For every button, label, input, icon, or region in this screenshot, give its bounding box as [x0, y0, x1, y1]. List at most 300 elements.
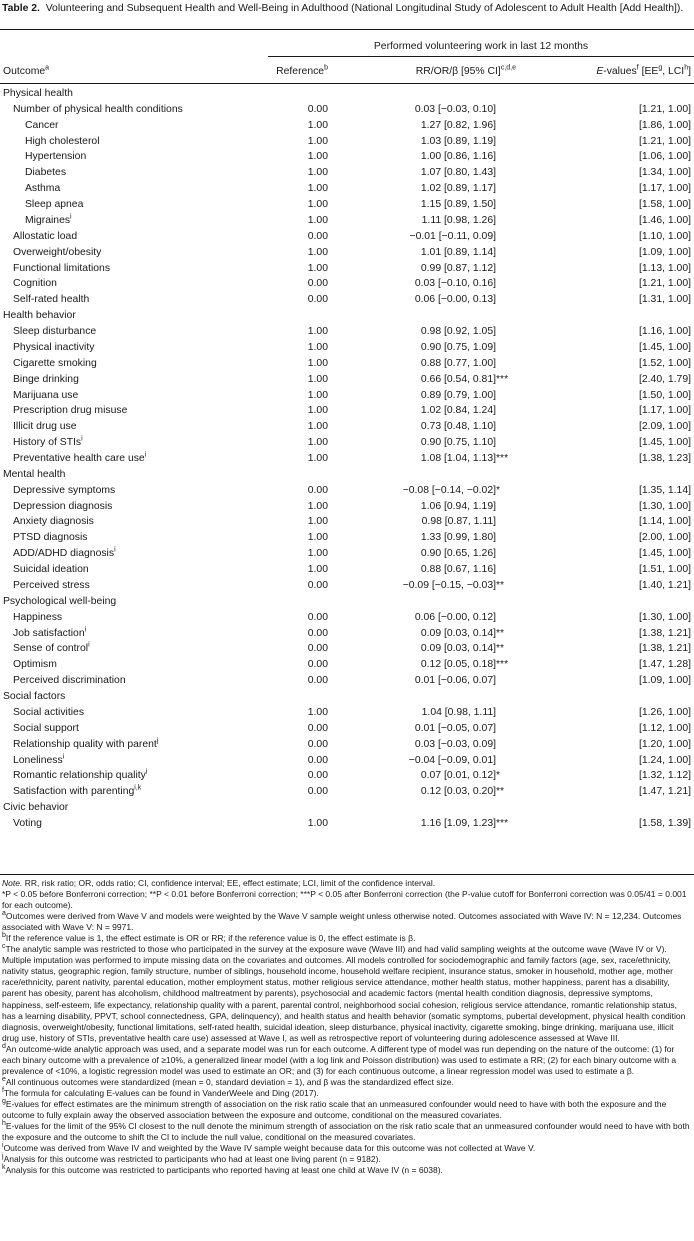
header-estimate-sup: c,d,e — [500, 64, 516, 72]
reference-cell: 1.00 — [307, 167, 328, 179]
table-label: Table 2. — [2, 3, 40, 14]
estimate-value: 1.03 [0.89, 1.19] — [420, 135, 496, 147]
table-row — [0, 673, 694, 689]
estimate-cell — [421, 356, 516, 372]
outcome-label: Health behavior — [3, 310, 76, 322]
table-row — [0, 229, 694, 245]
reference-cell: 1.00 — [307, 516, 328, 528]
estimate-value: 0.06 [−0.00, 0.13] — [414, 294, 496, 306]
outcome-cell — [13, 276, 57, 292]
outcome-cell — [13, 419, 77, 435]
section-row — [0, 467, 694, 483]
estimate-value: 0.03 [−0.03, 0.10] — [414, 103, 496, 115]
evalue-cell: [1.34, 1.00] — [639, 167, 691, 179]
evalue-cell: [1.09, 1.00] — [639, 246, 691, 258]
estimate-value: 0.03 [−0.03, 0.09] — [414, 738, 496, 750]
outcome-cell — [13, 753, 64, 769]
outcome-cell — [13, 499, 112, 515]
table-row — [0, 356, 694, 372]
table-row — [0, 768, 694, 784]
note-d-text: An outcome-wide analytic approach was used, and a separate model was run for each outcome. A different type of model was run depending on the nature of the outcome: (1) for each binary outcome with a prevalence of ≥10%, a generalized linear model (with a log link and Poisson distribution) was used to estimate a RR; (2) for each binary outcome with a prevalence of <10%, a logistic regression model was used to estimate an OR; and (3) for each continuous outcome, a linear regression model was used to estimate a β. — [2, 1043, 677, 1076]
table-row — [0, 578, 694, 594]
outcome-label: PTSD diagnosis — [13, 532, 88, 544]
outcome-label: Satisfaction with parenting — [13, 786, 135, 798]
table-row — [0, 403, 694, 419]
note-d: $^d$An outcome-wide analytic approach was used, and a separate model was run for each outcome. A different type of model was run depending on the nature of the outcome: (1) for each binary outcome with a prevalence of ≥10%, a generalized linear model (with a log link and Poisson distribution) was used to estimate a RR; (2) for each binary outcome with a prevalence of <10%, a logistic regression model was used to estimate an OR; and (3) for each continuous outcome, a linear regression model was used to estimate a β. — [2, 1042, 677, 1076]
header-outcome-label: Outcome — [3, 66, 46, 77]
reference-cell: 0.00 — [307, 484, 328, 496]
reference-cell: 0.00 — [307, 754, 328, 766]
table-row — [0, 784, 694, 800]
significance-stars: ** — [496, 579, 505, 591]
estimate-cell — [409, 753, 516, 769]
estimate-cell — [421, 245, 516, 261]
header-evalues-ee: [EE — [638, 66, 659, 77]
outcome-label: Perceived discrimination — [13, 675, 126, 687]
reference-cell: 1.00 — [307, 405, 328, 417]
section-label — [3, 467, 65, 483]
outcome-cell — [13, 483, 115, 499]
table-row — [0, 514, 694, 530]
estimate-value: 0.88 [0.67, 1.16] — [420, 564, 496, 576]
significance-stars: *** — [496, 453, 509, 464]
outcome-footnote-sup: i — [144, 451, 147, 459]
estimate-value: 0.98 [0.87, 1.11] — [421, 516, 496, 528]
evalue-cell: [1.26, 1.00] — [639, 706, 691, 718]
significance-stars: ** — [496, 643, 505, 655]
table-row — [0, 324, 694, 340]
evalue-cell: [1.17, 1.00] — [639, 183, 691, 195]
estimate-value: 0.01 [−0.06, 0.07] — [414, 675, 496, 687]
table-row — [0, 562, 694, 578]
estimate-value: 1.00 [0.86, 1.16] — [420, 151, 496, 163]
reference-cell: 1.00 — [307, 818, 328, 830]
header-evalues-ee-sup: g — [658, 64, 663, 72]
table-row — [0, 499, 694, 515]
outcome-cell — [13, 562, 89, 578]
evalue-cell: [1.46, 1.00] — [639, 214, 691, 226]
estimate-cell — [421, 657, 516, 673]
header-evalues-sup: f — [636, 64, 639, 72]
outcome-cell — [13, 435, 83, 451]
header-evalues — [596, 65, 691, 78]
table-caption: Volunteering and Subsequent Health and Well-Being in Adulthood (National Longitudinal Study of Adolescent to Adult Health [Add Health]). — [45, 3, 684, 14]
estimate-cell — [415, 673, 516, 689]
estimate-value: 0.90 [0.75, 1.10] — [420, 437, 496, 449]
outcome-label: High cholesterol — [25, 135, 100, 147]
outcome-label: Depressive symptoms — [13, 484, 116, 496]
estimate-value: 1.33 [0.99, 1.80] — [420, 532, 496, 544]
table-row — [0, 641, 694, 657]
table-row — [0, 213, 694, 229]
outcome-cell — [13, 324, 96, 340]
outcome-label: Asthma — [25, 183, 61, 195]
header-evalues-italic: E — [596, 66, 604, 77]
note-text: RR, risk ratio; OR, odds ratio; CI, confidence interval; EE, effect estimate; LCI, limit of the confidence interval. — [22, 878, 436, 888]
significance-stars: ** — [496, 627, 505, 639]
outcome-cell — [13, 626, 86, 642]
estimate-value: −0.08 [−0.14, −0.02] — [402, 484, 496, 496]
table-row — [0, 149, 694, 165]
table-row — [0, 181, 694, 197]
outcome-label: Cognition — [13, 278, 57, 290]
estimate-cell — [421, 784, 516, 800]
table-row — [0, 134, 694, 150]
note-i: $^i$Outcome was derived from Wave IV and weighted by the Wave IV sample weight because data for this outcome was not collected at Wave V. — [2, 1142, 536, 1154]
outcome-cell — [25, 118, 59, 134]
estimate-cell — [421, 403, 516, 419]
header-outcome — [3, 65, 49, 78]
reference-cell: 1.00 — [307, 326, 328, 338]
estimate-cell — [421, 181, 516, 197]
evalue-cell: [1.30, 1.00] — [639, 611, 691, 623]
outcome-label: Depression diagnosis — [13, 500, 113, 512]
estimate-cell — [403, 578, 516, 594]
evalue-cell: [1.45, 1.00] — [639, 341, 691, 353]
outcome-cell — [13, 514, 94, 530]
note-f-text: The formula for calculating E-values can be found in VanderWeele and Ding (2017). — [3, 1087, 319, 1098]
estimate-value: −0.01 [−0.11, 0.09] — [409, 230, 496, 242]
estimate-value: 1.27 [0.82, 1.96] — [420, 119, 496, 131]
reference-cell: 1.00 — [307, 214, 328, 226]
evalue-cell: [1.45, 1.00] — [639, 437, 691, 449]
note-g-text: E-values for effect estimates are the minimum strength of association on the risk ratio scale that an unmeasured confounder would need to have with both the exposure and the outcome to fully explain away the observed association between the exposure and outcome, conditional on the measured covariates. — [2, 1098, 667, 1120]
estimate-cell — [421, 388, 516, 404]
outcome-cell — [25, 149, 86, 165]
section-label — [3, 308, 76, 324]
estimate-cell — [421, 530, 516, 546]
estimate-value: 1.11 [0.98, 1.26] — [421, 214, 496, 226]
reference-cell: 0.00 — [307, 738, 328, 750]
outcome-label: Social activities — [13, 706, 85, 718]
outcome-footnote-sup: i — [145, 768, 148, 776]
outcome-footnote-sup: i — [84, 626, 87, 634]
outcome-label: Social factors — [3, 691, 66, 703]
evalue-cell: [1.31, 1.00] — [639, 294, 691, 306]
reference-cell: 1.00 — [307, 421, 328, 433]
outcome-label: Loneliness — [13, 754, 63, 766]
table-row — [0, 435, 694, 451]
table-row — [0, 451, 694, 467]
evalue-cell: [1.58, 1.00] — [639, 199, 691, 211]
outcome-label: History of STIs — [13, 437, 82, 449]
estimate-value: 1.15 [0.89, 1.50] — [420, 199, 496, 211]
outcome-label: Allostatic load — [13, 230, 78, 242]
outcome-cell — [13, 245, 101, 261]
outcome-cell — [13, 340, 94, 356]
header-reference-label: Reference — [276, 66, 325, 77]
estimate-cell — [415, 292, 516, 308]
outcome-label: Voting — [13, 818, 42, 830]
reference-cell: 0.00 — [307, 675, 328, 687]
reference-cell: 1.00 — [307, 548, 328, 560]
estimate-value: −0.09 [−0.15, −0.03] — [402, 579, 496, 591]
outcome-footnote-sup: i — [81, 435, 83, 443]
evalue-cell: [1.21, 1.00] — [639, 278, 691, 290]
evalue-cell: [1.47, 1.28] — [639, 659, 691, 671]
reference-cell: 1.00 — [307, 389, 328, 401]
outcome-cell — [25, 213, 72, 229]
outcome-label: Illicit drug use — [13, 421, 77, 433]
estimate-value: 1.01 [0.89, 1.14] — [420, 246, 496, 258]
outcome-cell — [25, 134, 100, 150]
outcome-cell — [13, 721, 79, 737]
estimate-cell — [421, 499, 516, 515]
table-row — [0, 737, 694, 753]
estimate-value: 0.89 [0.79, 1.00] — [420, 389, 496, 401]
estimate-value: 0.09 [0.03, 0.14] — [420, 643, 496, 655]
evalue-cell: [1.50, 1.00] — [639, 389, 691, 401]
outcome-cell — [13, 737, 158, 753]
evalue-cell: [1.21, 1.00] — [639, 135, 691, 147]
evalue-cell: [1.38, 1.23] — [639, 453, 691, 464]
estimate-value: 0.09 [0.03, 0.14] — [420, 627, 496, 639]
note-h: $^h$E-values for the limit of the 95% CI closest to the null denote the minimum strength of association on the risk ratio scale that an unmeasured confounder would need to have with both the exposure and the outcome to shift the CI to include the null value, conditional on the measured covariates. — [2, 1120, 690, 1143]
section-row — [0, 86, 694, 102]
outcome-label: Physical health — [3, 88, 73, 99]
estimate-value: 0.06 [−0.00, 0.12] — [414, 611, 496, 623]
estimate-cell — [421, 118, 516, 134]
reference-cell: 1.00 — [307, 119, 328, 131]
evalue-cell: [1.51, 1.00] — [639, 564, 691, 576]
outcome-cell — [13, 784, 141, 800]
table-row — [0, 721, 694, 737]
estimate-cell — [421, 324, 516, 340]
note-c-text: The analytic sample was restricted to those who participated in the survey at the exposure wave (Wave III) and had valid sampling weights at the outcome wave (Wave IV or V). Multiple imputation was performed to impute missing data on the covariates and outcomes. All models controlled for sociodemographic and family factors (age, sex, race/ethnicity, nativity status, geographic region, family structure, number of siblings, household income, household welfare recipient, insurance status, smoker in household, mother age, mother race/ethnicity, parent nativity, parental education, mother employment status, mother religious service attendance, mother health status, mother happiness, parent has a disability, parent has obesity, parent has alcoholism, childhood maltreatment by parents), psychosocial and academic factors (mental health condition diagnosis, depressive symptoms, happiness, self-esteem, life expectancy, relationship quality with a parent, parental control, neighborhood social cohesion, religious service attendance, romantic relationship status, has a learning disability, PPVT, school connectedness, GPA, delinquency), and health status and health behavior (somatic symptoms, pubertal development, physical health condition diagnosis, overweight/obesity, functional limitations, self-rated health, suicidal ideation, sleep disturbance, physical inactivity, cigarette smoking, binge drinking, marijuana use, illicit drug use, history of STIs, preventative health care use) assessed at Wave I, as well as retrospective report of volunteering during adolescence assessed at Wave III. — [2, 944, 686, 1043]
estimate-value: 0.73 [0.48, 1.10] — [420, 421, 496, 433]
evalue-cell: [1.35, 1.14] — [639, 484, 691, 496]
reference-cell: 0.00 — [307, 770, 328, 782]
outcome-label: Number of physical health conditions — [13, 103, 183, 115]
reference-cell: 1.00 — [307, 564, 328, 576]
estimate-value: 0.99 [0.87, 1.12] — [420, 262, 496, 274]
reference-cell: 0.00 — [307, 643, 328, 655]
outcome-label: Hypertension — [25, 151, 87, 163]
note-a: $^a$Outcomes were derived from Wave V and models were weighted by the Wave V sample weight unless otherwise noted. Outcomes associated with Wave IV: N = 12,234. Outcomes associated with Wave V: N = 9971. — [2, 910, 682, 933]
table-row — [0, 261, 694, 277]
evalue-cell: [1.20, 1.00] — [639, 738, 691, 750]
outcome-cell — [13, 388, 78, 404]
header-reference — [276, 65, 328, 78]
table-row — [0, 705, 694, 721]
outcome-cell — [13, 229, 77, 245]
evalue-cell: [2.09, 1.00] — [639, 421, 691, 433]
outcome-label: Preventative health care use — [13, 453, 145, 464]
outcome-cell — [25, 197, 83, 213]
estimate-cell — [421, 197, 516, 213]
table-row — [0, 626, 694, 642]
reference-cell: 1.00 — [307, 262, 328, 274]
reference-cell: 1.00 — [307, 373, 328, 385]
table-row — [0, 118, 694, 134]
evalue-cell: [1.09, 1.00] — [639, 675, 691, 687]
note-b-text: If the reference value is 1, the effect estimate is OR or RR; if the reference value is 0, the effect estimate is β. — [5, 933, 416, 944]
outcome-cell — [13, 705, 84, 721]
estimate-cell — [415, 610, 516, 626]
estimate-cell — [421, 816, 516, 832]
note-j: $^j$Analysis for this outcome was restricted to participants who had at least one living parent (n = 9182). — [2, 1153, 381, 1165]
reference-cell: 1.00 — [307, 437, 328, 449]
table-title — [2, 2, 690, 15]
note-label: Note. — [2, 878, 23, 888]
reference-cell: 0.00 — [307, 786, 328, 798]
evalue-cell: [1.24, 1.00] — [639, 754, 691, 766]
reference-cell: 1.00 — [307, 453, 328, 464]
reference-cell: 1.00 — [307, 532, 328, 544]
estimate-cell — [421, 562, 516, 578]
section-row — [0, 308, 694, 324]
outcome-cell — [13, 816, 42, 832]
header-evalues-label: -values — [603, 66, 637, 77]
estimate-value: 0.90 [0.75, 1.09] — [420, 341, 496, 353]
outcome-cell — [13, 261, 110, 277]
top-rule — [0, 29, 694, 30]
table-row — [0, 372, 694, 388]
outcome-cell — [13, 546, 116, 562]
evalue-cell: [2.00, 1.00] — [639, 532, 691, 544]
evalue-cell: [1.13, 1.00] — [639, 262, 691, 274]
evalue-cell: [1.21, 1.00] — [639, 103, 691, 115]
outcome-footnote-sup: i — [62, 753, 65, 761]
estimate-value: 0.01 [−0.05, 0.07] — [414, 722, 496, 734]
estimate-value: 0.66 [0.54, 0.81] — [420, 373, 496, 385]
reference-cell: 0.00 — [307, 611, 328, 623]
reference-cell: 0.00 — [307, 659, 328, 671]
evalue-cell: [1.45, 1.00] — [639, 548, 691, 560]
outcome-footnote-sup: i — [114, 546, 116, 554]
reference-cell: 1.00 — [307, 246, 328, 258]
outcome-label: Job satisfaction — [13, 627, 85, 639]
group-rule — [268, 56, 694, 57]
reference-cell: 1.00 — [307, 135, 328, 147]
estimate-cell — [415, 102, 516, 118]
estimate-cell — [421, 419, 516, 435]
outcome-label: Mental health — [3, 468, 66, 480]
estimate-cell — [421, 340, 516, 356]
outcome-cell — [13, 292, 89, 308]
outcome-footnote-sup: i,k — [134, 784, 142, 792]
estimate-value: 0.12 [0.05, 0.18] — [420, 659, 496, 671]
outcome-label: Romantic relationship quality — [13, 770, 146, 782]
outcome-cell — [13, 610, 62, 626]
table-row — [0, 546, 694, 562]
outcome-label: Marijuana use — [13, 389, 79, 401]
outcome-label: Binge drinking — [13, 373, 79, 385]
estimate-cell — [421, 149, 516, 165]
outcome-label: Functional limitations — [13, 262, 111, 274]
outcome-label: Psychological well-being — [3, 595, 117, 607]
outcome-label: Migraines — [25, 214, 71, 226]
note-e: $^e$All continuous outcomes were standardized (mean = 0, standard deviation = 1), and β was the standardized effect size. — [2, 1076, 454, 1087]
estimate-cell — [421, 626, 516, 642]
evalue-cell: [1.14, 1.00] — [639, 516, 691, 528]
outcome-cell — [13, 657, 57, 673]
table-notes — [2, 878, 690, 1176]
header-estimate-label: RR/OR/β [95% CI] — [415, 66, 501, 77]
estimate-value: 1.02 [0.89, 1.17] — [420, 183, 496, 195]
outcome-footnote-sup: i — [70, 213, 72, 221]
estimate-cell — [421, 641, 516, 657]
outcome-cell — [13, 356, 97, 372]
estimate-value: 0.12 [0.03, 0.20] — [420, 786, 496, 798]
table-row — [0, 483, 694, 499]
section-row — [0, 800, 694, 816]
outcome-label: Sleep apnea — [25, 199, 84, 211]
outcome-cell — [13, 530, 88, 546]
table-row — [0, 276, 694, 292]
outcome-label: Civic behavior — [3, 802, 69, 814]
significance-stars: * — [496, 770, 501, 782]
evalue-cell: [1.52, 1.00] — [639, 357, 691, 369]
estimate-cell — [410, 229, 516, 245]
header-evalues-lci-sup: h — [684, 64, 689, 72]
outcome-cell — [25, 181, 60, 197]
outcome-label: Diabetes — [25, 167, 67, 179]
outcome-cell — [13, 102, 183, 118]
estimate-value: 0.90 [0.65, 1.26] — [420, 548, 496, 560]
outcome-label: Perceived stress — [13, 579, 90, 591]
significance-stars: * — [496, 484, 501, 496]
evalue-cell: [1.38, 1.21] — [639, 643, 691, 655]
note-k-text: Analysis for this outcome was restricted to participants who reported having at least one child at Wave IV (n = 6038). — [5, 1165, 443, 1176]
estimate-cell — [415, 721, 516, 737]
outcome-label: Sleep disturbance — [13, 326, 97, 338]
estimate-value: 1.06 [0.94, 1.19] — [420, 500, 496, 512]
estimate-value: 0.98 [0.92, 1.05] — [420, 326, 496, 338]
outcome-cell — [13, 372, 79, 388]
evalue-cell: [1.17, 1.00] — [639, 405, 691, 417]
reference-cell: 0.00 — [307, 579, 328, 591]
evalue-cell: [1.30, 1.00] — [639, 500, 691, 512]
outcome-label: Suicidal ideation — [13, 564, 89, 576]
reference-cell: 1.00 — [307, 357, 328, 369]
reference-cell: 1.00 — [307, 151, 328, 163]
header-rule — [0, 83, 694, 84]
outcome-footnote-sup: j — [156, 737, 159, 745]
section-label — [3, 594, 116, 610]
note-g: $^g$E-values for effect estimates are the minimum strength of association on the risk ratio scale that an unmeasured confounder would need to have with both the exposure and the outcome to fully explain away the observed association between the exposure and outcome, conditional on the measured covariates. — [2, 1098, 667, 1120]
reference-cell: 1.00 — [307, 341, 328, 353]
outcome-label: Optimism — [13, 659, 57, 671]
evalue-cell: [1.47, 1.21] — [639, 786, 691, 798]
evalue-cell: [1.12, 1.00] — [639, 722, 691, 734]
evalue-cell: [1.10, 1.00] — [639, 230, 691, 242]
estimate-cell — [421, 435, 516, 451]
header-evalues-close: ] — [688, 66, 691, 77]
note-c: $^c$The analytic sample was restricted to those who participated in the survey at the exposure wave (Wave III) and had valid sampling weights at the outcome wave (Wave IV or V). Multiple imputation was performed to impute missing data on the covariates and outcomes. All models controlled for sociodemographic and family factors (age, sex, race/ethnicity, nativity status, geographic region, family structure, number of siblings, household income, household welfare recipient, insurance status, smoker in household, mother age, mother race/ethnicity, parent nativity, parental education, mother employment status, mother religious service attendance, mother health status, mother happiness, parent has a disability, parent has obesity, parent has alcoholism, childhood maltreatment by parents), psychosocial and academic factors (mental health condition diagnosis, depressive symptoms, happiness, self-esteem, life expectancy, relationship quality with a parent, parental control, neighborhood social cohesion, religious service attendance, romantic relationship status, has a learning disability, PPVT, school connectedness, GPA, delinquency), and health status and health behavior (somatic symptoms, pubertal development, physical health condition diagnosis, overweight/obesity, functional limitations, self-rated health, suicidal ideation, sleep disturbance, physical inactivity, cigarette smoking, binge drinking, marijuana use, illicit drug use, history of STIs, preventative health care use) assessed at Wave I, as well as retrospective report of volunteering during adolescence assessed at Wave III. — [2, 943, 686, 1043]
reference-cell: 0.00 — [307, 294, 328, 306]
outcome-cell — [13, 578, 90, 594]
table-row — [0, 197, 694, 213]
estimate-cell — [421, 261, 516, 277]
column-group-label: Performed volunteering work in last 12 months — [373, 41, 589, 52]
note-f: $^f$The formula for calculating E-values can be found in VanderWeele and Ding (2017). — [2, 1087, 319, 1098]
bottom-rule — [0, 874, 694, 875]
note-a-text: Outcomes were derived from Wave V and models were weighted by the Wave V sample weight unless otherwise noted. Outcomes associated with Wave IV: N = 12,234. Outcomes associated with Wave V: N = 9971. — [2, 911, 682, 933]
note-k: $^k$Analysis for this outcome was restricted to participants who reported having at least one child at Wave IV (n = 6038). — [2, 1164, 443, 1176]
outcome-cell — [25, 165, 66, 181]
outcome-cell — [13, 403, 127, 419]
outcome-label: Physical inactivity — [13, 341, 95, 353]
evalue-cell: [1.06, 1.00] — [639, 151, 691, 163]
evalue-cell: [1.32, 1.12] — [639, 770, 691, 782]
reference-cell: 0.00 — [307, 627, 328, 639]
note-abbreviations — [2, 878, 690, 889]
estimate-cell — [421, 165, 516, 181]
outcome-label: ADD/ADHD diagnosis — [13, 548, 115, 560]
table-row — [0, 753, 694, 769]
significance-stars: *** — [496, 818, 509, 830]
